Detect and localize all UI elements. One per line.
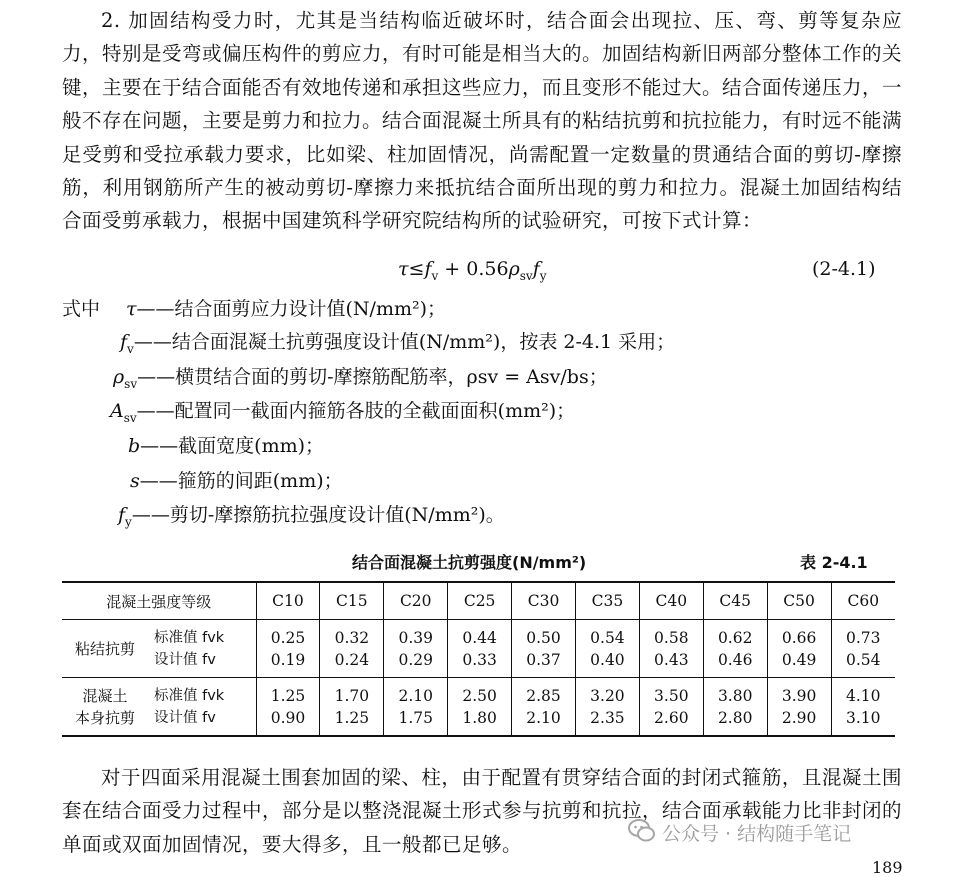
definition-symbol: A xyxy=(110,400,124,422)
formula-fv-sub: v xyxy=(431,268,439,283)
definition-text: ——结合面混凝土抗剪强度设计值(N/mm²)，按表 2-4.1 采用； xyxy=(133,331,676,353)
definition-text: ——横贯结合面的剪切-摩擦筋配筋率，ρsv = Asv/bs； xyxy=(137,366,608,388)
value-cell: 3.20 2.35 xyxy=(575,678,639,737)
grade-header: C30 xyxy=(512,582,576,620)
grade-header: C10 xyxy=(256,582,320,620)
grade-header: C15 xyxy=(320,582,384,620)
definition-symbol: f xyxy=(120,331,128,353)
table-number: 表 2-4.1 xyxy=(800,553,868,572)
definition-item xyxy=(110,396,575,425)
formula-line xyxy=(0,258,964,290)
formula-lhs: τ xyxy=(398,258,409,280)
formula-plus: + 0.56 xyxy=(438,258,509,280)
formula-rel: ≤ xyxy=(408,258,425,280)
value-cell: 0.54 0.40 xyxy=(575,620,639,678)
value-cell: 0.25 0.19 xyxy=(256,620,320,678)
value-cell: 3.80 2.80 xyxy=(703,678,767,737)
value-cell: 2.85 2.10 xyxy=(512,678,576,737)
table-row xyxy=(62,620,895,678)
definition-subscript: sv xyxy=(124,376,138,391)
definition-text: ——配置同一截面内箍筋各肢的全截面面积(mm²)； xyxy=(136,400,576,422)
definition-symbol: b xyxy=(128,435,141,457)
formula-rho: ρ xyxy=(508,258,520,280)
definition-item xyxy=(128,431,324,460)
formula-equation xyxy=(398,258,547,283)
value-cell: 2.10 1.75 xyxy=(384,678,448,737)
value-cell: 0.62 0.46 xyxy=(703,620,767,678)
definition-symbol: s xyxy=(130,470,140,492)
value-cell: 3.90 2.90 xyxy=(767,678,831,737)
value-cell: 0.66 0.49 xyxy=(767,620,831,678)
table-caption xyxy=(0,550,964,576)
definition-symbol: f xyxy=(118,504,126,526)
value-cell: 0.50 0.37 xyxy=(512,620,576,678)
table-header-row xyxy=(62,582,895,620)
group-name: 混凝土 本身抗剪 xyxy=(74,686,135,727)
definition-text: ——剪切-摩擦筋抗拉强度设计值(N/mm²)。 xyxy=(131,504,505,526)
value-cell: 0.44 0.33 xyxy=(448,620,512,678)
definition-text: ——截面宽度(mm)； xyxy=(140,435,325,457)
definition-subscript: v xyxy=(127,341,134,356)
definition-subscript: y xyxy=(125,514,132,529)
grade-header: C60 xyxy=(831,582,895,620)
group-sublabels: 标准值 fvk 设计值 fv xyxy=(154,687,225,726)
formula-fv: f xyxy=(424,258,432,280)
group-label-cell xyxy=(62,620,256,678)
value-cell: 2.50 1.80 xyxy=(448,678,512,737)
definition-item xyxy=(130,466,343,495)
where-label: 式中 xyxy=(62,298,101,320)
grade-header: C50 xyxy=(767,582,831,620)
wechat-icon xyxy=(628,818,656,844)
table-header-label: 混凝土强度等级 xyxy=(62,582,256,620)
value-cell: 1.25 0.90 xyxy=(256,678,320,737)
watermark xyxy=(628,815,948,849)
value-cell: 1.70 1.25 xyxy=(320,678,384,737)
definition-item xyxy=(126,294,446,323)
definition-subscript: sv xyxy=(123,410,137,425)
grade-header: C25 xyxy=(448,582,512,620)
table-title: 结合面混凝土抗剪强度(N/mm²) xyxy=(352,553,587,572)
shear-strength-table xyxy=(62,581,895,737)
grade-header: C45 xyxy=(703,582,767,620)
value-cell: 0.73 0.54 xyxy=(831,620,895,678)
grade-header: C40 xyxy=(639,582,703,620)
definition-text: ——箍筋的间距(mm)； xyxy=(139,470,343,492)
group-sublabels: 标准值 fvk 设计值 fv xyxy=(154,629,225,668)
page-number: 189 xyxy=(872,858,903,877)
definition-symbol: τ xyxy=(126,298,137,320)
value-cell: 3.50 2.60 xyxy=(639,678,703,737)
value-cell: 4.10 3.10 xyxy=(831,678,895,737)
value-cell: 0.58 0.43 xyxy=(639,620,703,678)
table-row xyxy=(62,678,895,737)
formula-fy-sub: y xyxy=(539,268,547,283)
intro-text: 2. 加固结构受力时，尤其是当结构临近破坏时，结合面会出现拉、压、弯、剪等复杂应力，特别是受弯或偏压构件的剪应力，有时可能是相当大的。加固结构新旧两部分整体工作的关键，主要在于结合面能否有效地传递和承担这些应力，而且变形不能过大。结合面传递压力，一般不存在问题，主要是剪力和拉力。结合面混凝土所具有的粘结抗剪和抗拉能力，有时远不能满足受剪和受拉承载力要求，比如梁、柱加固情况，尚需配置一定数量的贯通结合面的剪切-摩擦筋，利用钢筋所产生的被动剪切-摩擦力来抵抗结合面所出现的剪力和拉力。混凝土加固结构结合面受剪承载力，根据中国建筑科学研究院结构所的试验研究，可按下式计算： xyxy=(62,9,903,233)
group-label-cell xyxy=(62,678,256,737)
definition-symbol: ρ xyxy=(113,366,125,388)
group-name: 粘结抗剪 xyxy=(74,639,135,658)
grade-header: C20 xyxy=(384,582,448,620)
definition-item xyxy=(118,500,505,529)
watermark-text: 公众号 · 结构随手笔记 xyxy=(662,823,852,845)
value-cell: 0.32 0.24 xyxy=(320,620,384,678)
formula-number: (2-4.1) xyxy=(812,258,876,280)
intro-paragraph xyxy=(62,4,902,238)
closing-text: 对于四面采用混凝土围套加固的梁、柱，由于配置有贯穿结合面的封闭式箍筋，且混凝土围套在结合面受力过程中，部分是以整浇混凝土形式参与抗剪和抗拉，结合面承载能力比非封闭的单面或双面加固情况，要大得多，且一般都已足够。 xyxy=(62,766,903,856)
grade-header: C35 xyxy=(575,582,639,620)
formula-rho-sub: sv xyxy=(519,268,533,283)
definition-item xyxy=(120,327,675,356)
definition-item xyxy=(113,362,608,391)
definition-text: ——结合面剪应力设计值(N/mm²)； xyxy=(136,298,447,320)
value-cell: 0.39 0.29 xyxy=(384,620,448,678)
formula-fy: f xyxy=(532,258,540,280)
